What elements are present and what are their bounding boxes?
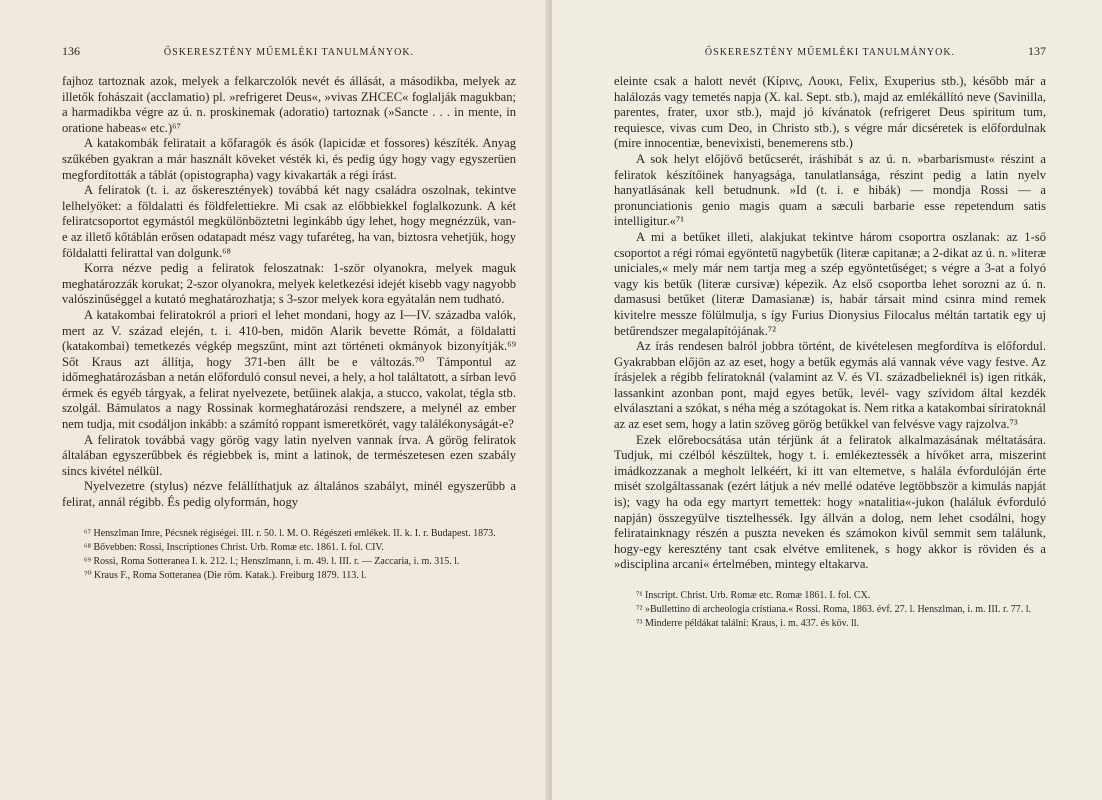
left-page (0, 0, 550, 800)
right-body-text (614, 74, 1046, 573)
left-paragraph: A feliratok (t. i. az őskeresztények) továbbá két nagy családra oszolnak, tekintve lelhelyöket: a földalatti és földfelettiekre. Mi csak az előbbiekkel foglalkozunk. A két feliratcsoportot egymástól megkülönböztetni leginkább úgy lehet, hogy megnézzük, van-e az illető kőtáblán erősen odatapadt mész vagy tufaréteg, ha van, biztosra vehetjük, hogy földalatti felirattal van dolgunk.⁶⁸ (62, 183, 516, 260)
left-paragraph: fajhoz tartoznak azok, melyek a felkarczolók nevét és állását, a másodikba, melyek az illetők fohászait (acclamatio) pl. »refrigeret Deus«, »vivas ZHCEC« foglalják magukban; a harmadikba végre az ú. n. proskinemak (adoratio) tartoznak (»Sancte . . . in mente, in oratione habeas« etc.)⁶⁷ (62, 74, 516, 135)
footnote: ⁷⁰ Kraus F., Roma Sotteranea (Die röm. Katak.). Freiburg 1879. 113. l. (84, 569, 367, 581)
footnote: ⁷³ Minderre példákat találni: Kraus, i. m. 437. és köv. ll. (636, 618, 860, 629)
left-footnotes (62, 527, 516, 583)
left-paragraph: A katakombák feliratait a kőfaragók és ásók (lapicidæ et fossores) készíték. Anyag szűkében gyakran a már használt köveket vésték ki, és pedig úgy hogy vagy egyszerüen megfordították a táblát (opistographa) vagy kivakarták a régi írást. (62, 136, 516, 182)
right-page (552, 0, 1102, 800)
left-page-number: 136 (62, 44, 80, 58)
left-paragraph: A feliratok továbbá vagy görög vagy latin nyelven vannak írva. A görög feliratok általában egyszerűbbek és régiebbek is, mint a latinok, de természetesen ezen szabály sincs kivétel nélkül. (62, 432, 516, 478)
right-running-title: ŐSKERESZTÉNY MŰEMLÉKI TANULMÁNYOK. (704, 47, 956, 58)
left-paragraph: Nyelvezetre (stylus) nézve felállíthatjuk az általános szabályt, minél egyszerűbb a felirat, annál régibb. És pedig olyformán, hogy (62, 479, 516, 510)
right-paragraph: Ezek előrebocsátása után térjünk át a feliratok alkalmazásának méltatására. Tudjuk, mi czélból készültek, hogy t. i. emlékeztessék a hívőket arra, miszerint imádkozzanak a megholt lelkéért, ki itt van eltemetve, s halála évfordulóján érte misét szolgáltassanak (ezért látjuk a név mellé odatéve legtöbbször a kimulás napját is); vagy ha oda egy martyrt temettek: hogy »natalitia«-jukon (haláluk évforduló napján) összegyülve tisztelhessék. Igy állván a dolog, nem lehet csodálni, hogy feliratainknagy részén a puszta neveken és számokon kivül semmit sem találunk, hogy-egy keresztény tant csak elvétve emlitenek, s hogy akkor is röviden és a »disciplina arcani« értelmében, mintegy eltakarva. (614, 432, 1046, 572)
footnote: ⁶⁷ Henszlman Imre, Pécsnek régiségei. III. r. 50. l. M. O. Régészeti emlékek. II. k. I. r. Budapest. 1873. (84, 527, 496, 539)
right-paragraph: A mi a betűket illeti, alakjukat tekintve három csoportra oszlanak: az 1-ső csoportot a régi római egyöntetű nagybetűk (literæ capitanæ; a 2-dikat az ú. n. »literæ uniciales,« mely már nem tartja meg a szép egyöntetűséget; s végre a 3-at a folyó vagy kis betűk (literæ cursivæ) képezik. Az első csoportba lehet sorozni az ú. n. damasusi betűket (literæ Damasianæ) is, habár társait mind csinra mind remek kivitelre messze fölülmulja, s így Furius Dionysius Filocalus méltán tartatik egy uj betűrendszer megalapítójának.⁷² (614, 229, 1046, 338)
footnote: ⁶⁹ Rossi, Roma Sotteranea I. k. 212. l.; Henszlmann, i. m. 49. l. III. r. — Zaccaria, i. m. 315. l. (84, 555, 460, 567)
right-paragraph: Az írás rendesen balról jobbra történt, de kivételesen megfordítva is előfordul. Gyakrabban előjön az az eset, hogy a betűk egymás alá vannak véve vagy festve. Az írásjelek a régibb feliratoknál (valamint az V. és VI. századbelieknél is) igen ritkák, lassankint azonban pont, majd egyes betűk, levél- vagy szívidom által kezdék elválasztani a szókat, s néha még a szótagokat is. Nem ritka a katakombai síriratoknál az az eset sem, hogy a latin szöveg görög betűkkel van felvésve vagy rajzolva.⁷³ (614, 339, 1046, 432)
right-footnotes (614, 589, 1046, 631)
left-paragraph: A katakombai feliratokról a priori el lehet mondani, hogy az I—IV. századba valók, mert az V. század elején, t. i. 410-ben, midőn Alarik bevette Rómát, a földalatti (katakombai) temetkezés végkép megszűnt, mint azt történeti okmányok bizonyítják.⁶⁹ Sőt Kraus azt állítja, hogy 371-ben állt be e változás.⁷⁰ Támpontul az időmeghatározásban a netán előforduló consul nevei, a hely, a hol találtatott, a sírban levő érmek és egyéb tárgyak, a felirat nyelvezete, betűinek alakja, a stucco, vakolat, tégla stb. szolgál. Bámulatos a nagy Rossinak kormeghatározási rendszere, a melynél az ember nem tudja, mit csodáljon inkább: a számító roppant ismeretkörét, vagy találékonyságát-e? (62, 307, 516, 432)
footnote: ⁷² »Bullettino di archeologia cristiana.« Rossi. Roma, 1863. évf. 27. l. Henszlman, i. m. III. r. 77. l. (636, 604, 1032, 615)
left-paragraph: Korra nézve pedig a feliratok feloszatnak: 1-ször olyanokra, melyek maguk meghatározzák korukat; 2-szor olyanokra, melyek keletkezési idejét kisebb vagy nagyobb valószinűséggel a kutató meghatározhatja; s 3-szor melyek kora egyátalán nem tudható. (62, 261, 516, 307)
footnote: ⁶⁸ Bővebben: Rossi, Inscriptiones Christ. Urb. Romæ etc. 1861. I. fol. CIV. (84, 541, 384, 553)
right-paragraph: A sok helyt előjövő betűcserét, iráshibát s az ú. n. »barbarismust« részint a feliratok készítőinek hanyagsága, tanulatlansága, részint pedig a latin nyelv hanyatlásának kell betudnunk. »Id (t. i. e hibák) — mondja Rossi — a pronunciationis genio magis quam a sæculi barbarie esse repetendum satis intelligitur.«⁷¹ (614, 151, 1046, 229)
left-running-head (62, 44, 516, 58)
right-running-head (614, 44, 1046, 58)
left-body-text (62, 74, 516, 511)
right-paragraph: eleinte csak a halott nevét (Κίρινς, Λουκι, Felix, Exuperius stb.), később már a halálozás vagy temetés napja (X. kal. Sept. stb.), majd az emlékállító neve (Savinilla, parentes, frater, uxor stb.), majd jó kívánatok (refrigeret Deus spiritum tum, requiesce, vivas cum Deo, in Christo stb.), s végre már dicséretek is előfordulnak (mire innocentiæ, benevixisti, benemerens stb.) (614, 74, 1046, 151)
right-page-number: 137 (1028, 44, 1046, 58)
footnote: ⁷¹ Inscript. Christ. Urb. Romæ etc. Romæ 1861. I. fol. CX. (636, 590, 871, 601)
left-running-title: ŐSKERESZTÉNY MŰEMLÉKI TANULMÁNYOK. (163, 47, 415, 58)
